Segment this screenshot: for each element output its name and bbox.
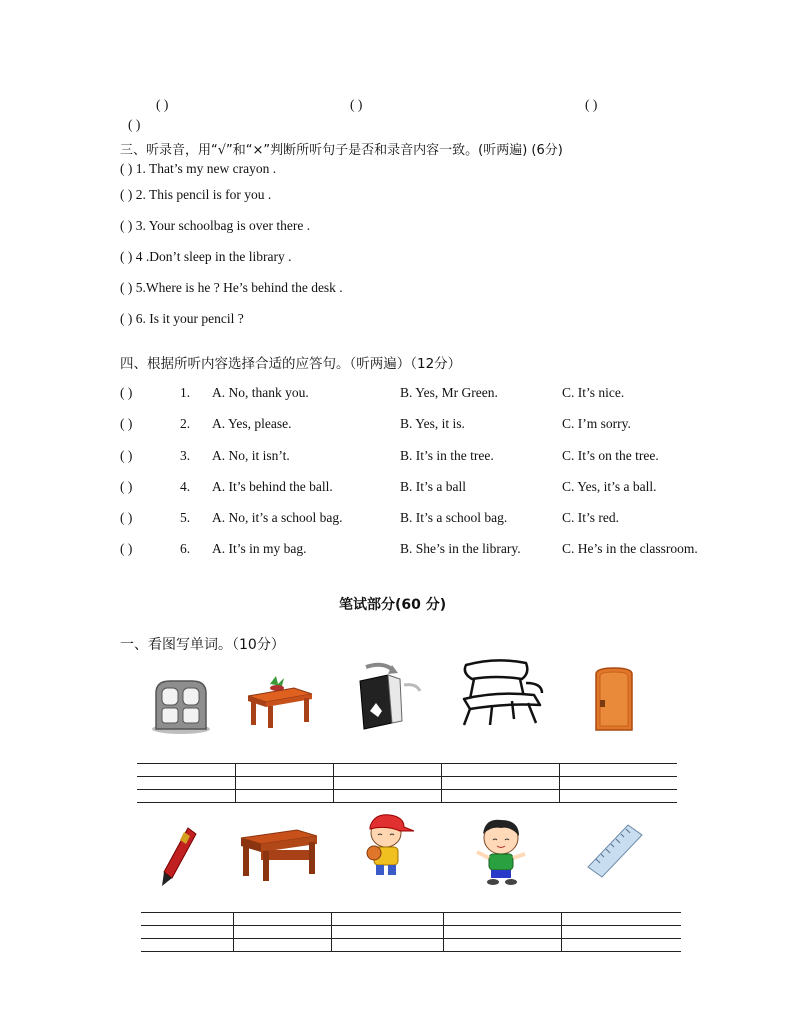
sentence-text: 6. Is it your pencil ? bbox=[135, 311, 244, 326]
option-c: C. It’s nice. bbox=[562, 385, 625, 400]
answer-blank-3: ( ) bbox=[585, 97, 598, 112]
answer-paren: ( ) bbox=[120, 311, 133, 326]
ruler-picture bbox=[586, 823, 644, 879]
option-c: C. It’s red. bbox=[562, 510, 619, 525]
sentence-text: 5.Where is he ? He’s behind the desk . bbox=[135, 280, 343, 295]
option-c: C. It’s on the tree. bbox=[562, 448, 659, 463]
question-number: 5. bbox=[180, 510, 191, 525]
answer-blank-2: ( ) bbox=[350, 97, 363, 112]
answer-cell[interactable] bbox=[235, 764, 333, 777]
question-number: 6. bbox=[180, 541, 191, 556]
option-b: B. Yes, it is. bbox=[400, 416, 465, 431]
answer-cell[interactable] bbox=[559, 790, 677, 803]
section3-item bbox=[120, 161, 276, 177]
desk-picture bbox=[237, 826, 319, 882]
answer-cell[interactable] bbox=[561, 913, 681, 926]
answer-cell[interactable] bbox=[443, 913, 561, 926]
sentence-text: 2. This pencil is for you . bbox=[135, 187, 272, 202]
section3-heading: 三、听录音，用“√”和“×”判断所听句子是否和录音内容一致。(听两遍) (6分) bbox=[120, 143, 563, 158]
answer-cell[interactable] bbox=[235, 777, 333, 790]
chair-picture bbox=[456, 655, 548, 727]
answer-cell[interactable] bbox=[441, 790, 559, 803]
written-section1-heading: 一、看图写单词。（10分） bbox=[120, 637, 285, 653]
window-picture bbox=[150, 677, 212, 735]
answer-cell[interactable] bbox=[333, 777, 441, 790]
answer-cell[interactable] bbox=[137, 777, 235, 790]
answer-paren: ( ) bbox=[120, 448, 133, 463]
desk-with-plant-picture bbox=[244, 674, 314, 730]
word-answer-grid-1 bbox=[137, 763, 677, 803]
sentence-text: 1. That’s my new crayon . bbox=[135, 161, 277, 176]
answer-cell[interactable] bbox=[559, 764, 677, 777]
option-a: A. No, thank you. bbox=[212, 385, 309, 400]
answer-paren: ( ) bbox=[120, 280, 133, 295]
answer-paren: ( ) bbox=[120, 510, 133, 525]
section3-item bbox=[120, 249, 291, 265]
sentence-text: 3. Your schoolbag is over there . bbox=[135, 218, 311, 233]
answer-cell[interactable] bbox=[141, 926, 233, 939]
boy-with-cap-picture bbox=[360, 811, 416, 881]
option-a: A. Yes, please. bbox=[212, 416, 292, 431]
answer-cell[interactable] bbox=[561, 939, 681, 952]
answer-cell[interactable] bbox=[141, 939, 233, 952]
answer-cell[interactable] bbox=[233, 913, 331, 926]
answer-cell[interactable] bbox=[443, 939, 561, 952]
option-a: A. It’s behind the ball. bbox=[212, 479, 333, 494]
answer-cell[interactable] bbox=[561, 926, 681, 939]
option-c: C. I’m sorry. bbox=[562, 416, 631, 431]
answer-cell[interactable] bbox=[559, 777, 677, 790]
answer-paren: ( ) bbox=[120, 187, 133, 202]
option-b: B. She’s in the library. bbox=[400, 541, 521, 556]
answer-paren: ( ) bbox=[120, 385, 133, 400]
answer-blank-1: ( ) bbox=[156, 97, 169, 112]
boy-picture bbox=[471, 814, 531, 888]
answer-cell[interactable] bbox=[137, 764, 235, 777]
answer-cell[interactable] bbox=[333, 764, 441, 777]
option-c: C. Yes, it’s a ball. bbox=[562, 479, 657, 494]
word-answer-grid-2 bbox=[141, 912, 681, 952]
answer-cell[interactable] bbox=[441, 777, 559, 790]
answer-cell[interactable] bbox=[141, 913, 233, 926]
option-a: A. It’s in my bag. bbox=[212, 541, 307, 556]
question-number: 3. bbox=[180, 448, 191, 463]
option-b: B. It’s a school bag. bbox=[400, 510, 508, 525]
option-c: C. He’s in the classroom. bbox=[562, 541, 698, 556]
answer-paren: ( ) bbox=[120, 479, 133, 494]
answer-cell[interactable] bbox=[333, 790, 441, 803]
answer-cell[interactable] bbox=[331, 926, 443, 939]
question-number: 1. bbox=[180, 385, 191, 400]
answer-paren: ( ) bbox=[120, 541, 133, 556]
answer-cell[interactable] bbox=[331, 939, 443, 952]
answer-paren: ( ) bbox=[120, 416, 133, 431]
option-a: A. No, it’s a school bag. bbox=[212, 510, 343, 525]
section3-item bbox=[120, 311, 244, 327]
door-picture bbox=[592, 666, 636, 732]
answer-paren: ( ) bbox=[120, 218, 133, 233]
answer-paren: ( ) bbox=[120, 161, 133, 176]
answer-paren: ( ) bbox=[120, 249, 133, 264]
section3-item bbox=[120, 280, 343, 296]
option-b: B. Yes, Mr Green. bbox=[400, 385, 498, 400]
sentence-text: 4 .Don’t sleep in the library . bbox=[135, 249, 292, 264]
book-picture bbox=[354, 661, 426, 733]
answer-cell[interactable] bbox=[235, 790, 333, 803]
section3-item bbox=[120, 187, 271, 203]
answer-cell[interactable] bbox=[443, 926, 561, 939]
section3-item bbox=[120, 218, 310, 234]
answer-cell[interactable] bbox=[137, 790, 235, 803]
section4-heading: 四、根据所听内容选择合适的应答句。（听两遍）（12分） bbox=[120, 356, 462, 372]
answer-cell[interactable] bbox=[441, 764, 559, 777]
option-b: B. It’s a ball bbox=[400, 479, 466, 494]
option-a: A. No, it isn’t. bbox=[212, 448, 290, 463]
written-part-title: 笔试部分(60 分) bbox=[339, 597, 447, 613]
question-number: 2. bbox=[180, 416, 191, 431]
option-b: B. It’s in the tree. bbox=[400, 448, 494, 463]
answer-cell[interactable] bbox=[233, 926, 331, 939]
pen-picture bbox=[158, 826, 198, 888]
answer-blank-4: ( ) bbox=[128, 117, 141, 132]
answer-cell[interactable] bbox=[331, 913, 443, 926]
question-number: 4. bbox=[180, 479, 191, 494]
answer-cell[interactable] bbox=[233, 939, 331, 952]
